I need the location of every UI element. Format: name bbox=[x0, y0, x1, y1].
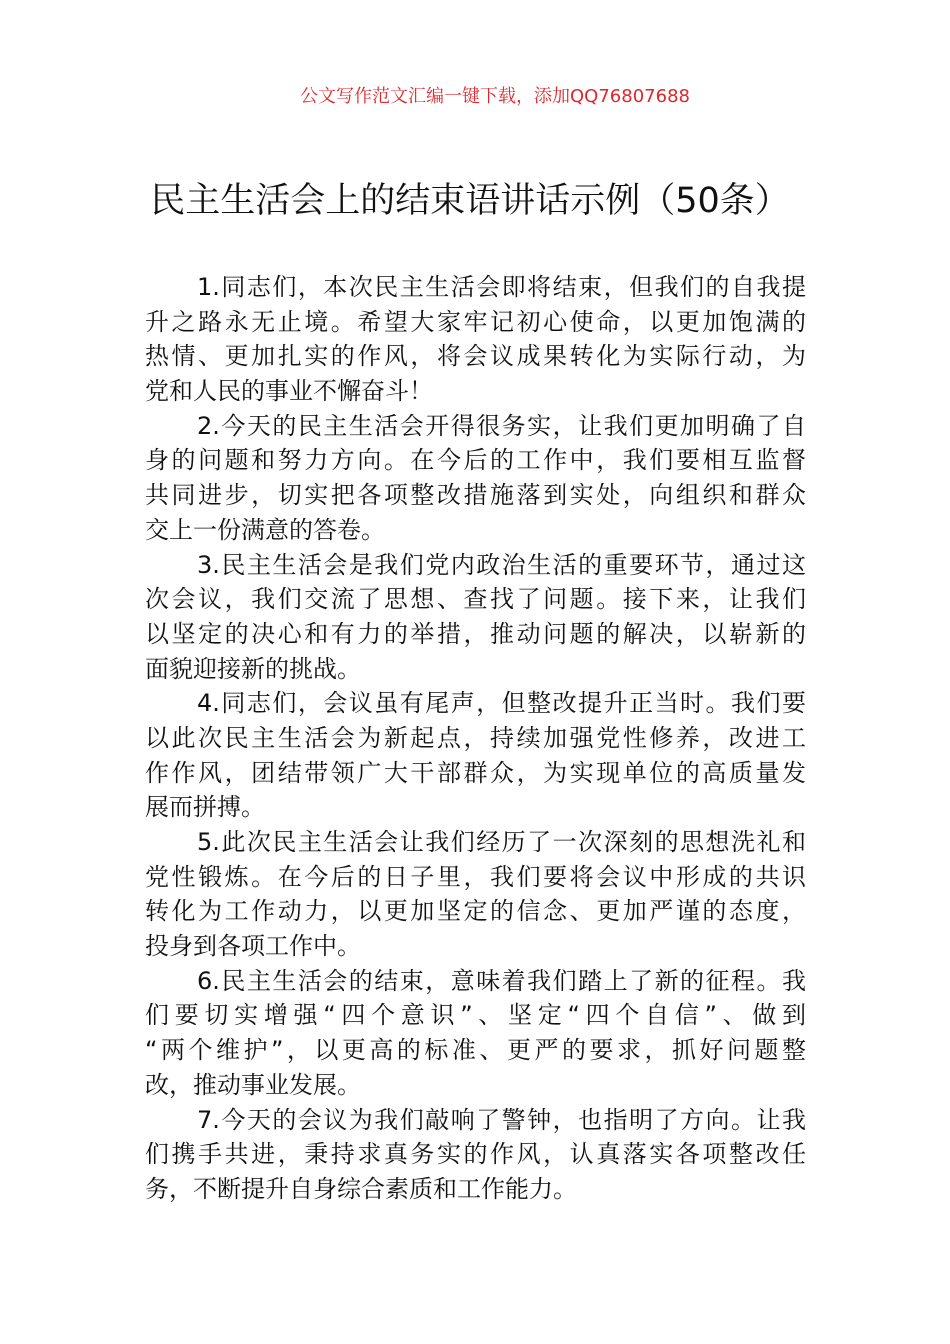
download-banner: 公文写作范文汇编一键下载，添加QQ76807688 bbox=[300, 86, 690, 107]
paragraph-line: 面貌迎接新的挑战。 bbox=[145, 654, 361, 683]
paragraph-line: 3.民主生活会是我们党内政治生活的重要环节，通过这 bbox=[197, 550, 806, 579]
paragraph-line: 7.今天的会议为我们敲响了警钟，也指明了方向。让我 bbox=[197, 1105, 806, 1134]
paragraph-item bbox=[145, 270, 806, 409]
paragraph-line: 2.今天的民主生活会开得很务实，让我们更加明确了自 bbox=[197, 411, 806, 440]
paragraph-line: 热情、更加扎实的作风，将会议成果转化为实际行动，为 bbox=[145, 342, 806, 371]
document-body bbox=[145, 270, 806, 1207]
paragraph-item bbox=[145, 1103, 806, 1207]
paragraph-line: 以此次民主生活会为新起点，持续加强党性修养，改进工 bbox=[145, 723, 806, 752]
paragraph-item bbox=[145, 964, 806, 1103]
paragraph-line: 作作风，团结带领广大干部群众，为实现单位的高质量发 bbox=[145, 758, 806, 787]
paragraph-line: 升之路永无止境。希望大家牢记初心使命，以更加饱满的 bbox=[145, 307, 806, 336]
paragraph-line: 身的问题和努力方向。在今后的工作中，我们要相互监督 bbox=[145, 446, 806, 475]
paragraph-line: 交上一份满意的答卷。 bbox=[145, 515, 385, 544]
paragraph-item bbox=[145, 548, 806, 687]
paragraph-line: 4.同志们，会议虽有尾声，但整改提升正当时。我们要 bbox=[197, 689, 806, 718]
paragraph-line: 投身到各项工作中。 bbox=[145, 932, 361, 961]
paragraph-item bbox=[145, 825, 806, 964]
paragraph-item bbox=[145, 409, 806, 548]
paragraph-line: 改，推动事业发展。 bbox=[145, 1070, 361, 1099]
paragraph-line: 1.同志们，本次民主生活会即将结束，但我们的自我提 bbox=[197, 273, 806, 301]
paragraph-line: 展而拼搏。 bbox=[145, 793, 265, 822]
document-title: 民主生活会上的结束语讲话示例（50条） bbox=[150, 181, 790, 221]
paragraph-line: 们要切实增强“四个意识”、坚定“四个自信”、做到 bbox=[145, 1001, 806, 1030]
paragraph-line: “两个维护”，以更高的标准、更严的要求，抓好问题整 bbox=[145, 1036, 806, 1065]
paragraph-line: 转化为工作动力，以更加坚定的信念、更加严谨的态度， bbox=[145, 897, 806, 926]
paragraph-line: 6.民主生活会的结束，意味着我们踏上了新的征程。我 bbox=[197, 966, 806, 995]
paragraph-item bbox=[145, 686, 806, 825]
paragraph-line: 共同进步，切实把各项整改措施落到实处，向组织和群众 bbox=[145, 481, 806, 510]
paragraph-line: 5.此次民主生活会让我们经历了一次深刻的思想洗礼和 bbox=[197, 828, 806, 856]
paragraph-line: 以坚定的决心和有力的举措，推动问题的解决，以崭新的 bbox=[145, 619, 806, 648]
paragraph-line: 次会议，我们交流了思想、查找了问题。接下来，让我们 bbox=[145, 585, 806, 614]
paragraph-line: 党和人民的事业不懈奋斗！ bbox=[145, 377, 433, 406]
paragraph-line: 们携手共进，秉持求真务实的作风，认真落实各项整改任 bbox=[145, 1140, 806, 1169]
paragraph-line: 党性锻炼。在今后的日子里，我们要将会议中形成的共识 bbox=[145, 862, 806, 891]
paragraph-line: 务，不断提升自身综合素质和工作能力。 bbox=[145, 1174, 577, 1203]
